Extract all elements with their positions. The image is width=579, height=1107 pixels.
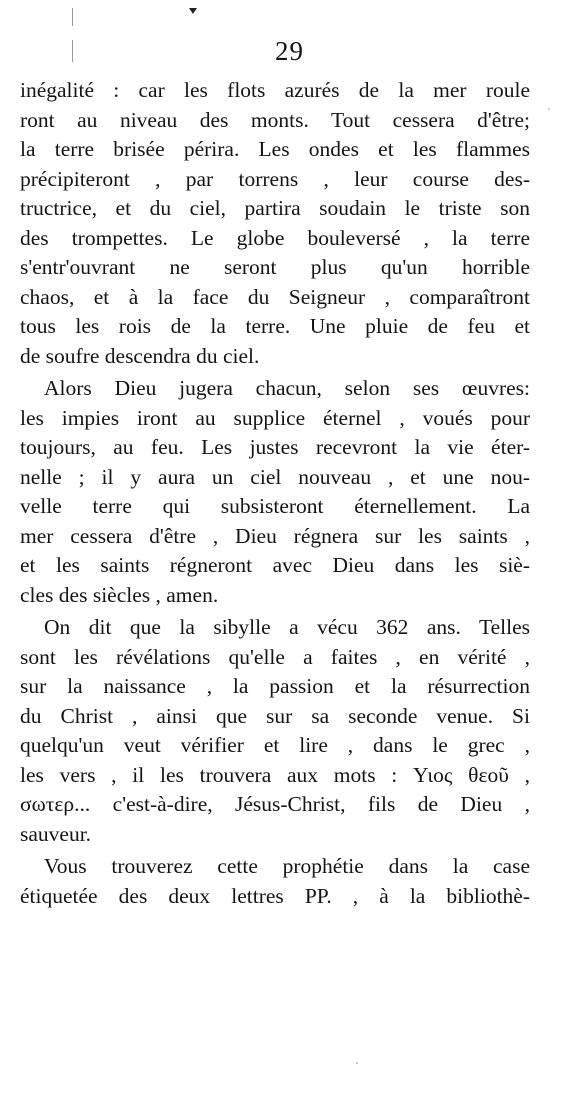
text-line: nelle ; il y aura un ciel nouveau , et une nou- [20, 464, 530, 489]
paper-speck [548, 108, 550, 110]
text-line: précipiteront , par torrens , leur course des- [20, 166, 530, 191]
text-line: inégalité : car les flots azurés de la mer roule [20, 78, 530, 102]
text-line: velle terre qui subsisteront éternellement. La [20, 494, 530, 518]
text-line: cles des siècles , amen. [20, 582, 219, 607]
paper-speck [356, 1062, 358, 1064]
text-line: tructrice, et du ciel, partira soudain le triste son [20, 196, 530, 220]
text-line: la terre brisée périra. Les ondes et les flammes [20, 137, 530, 161]
binding-tick [72, 8, 73, 26]
page-number: 29 [275, 36, 304, 66]
text-line: Alors Dieu jugera chacun, selon ses œuvres: [44, 376, 530, 400]
text-line: tous les rois de la terre. Une pluie de feu et [20, 314, 530, 338]
text-line: les impies iront au supplice éternel , voués pour [20, 405, 530, 430]
text-line: sauveur. [20, 821, 92, 846]
text-line: toujours, au feu. Les justes recevront la vie éter- [20, 435, 530, 459]
text-line: quelqu'un veut vérifier et lire , dans le grec , [20, 733, 530, 757]
text-line: s'entr'ouvrant ne seront plus qu'un horrible [20, 255, 530, 279]
text-line: σωτερ... c'est-à-dire, Jésus-Christ, fils de Dieu , [20, 792, 530, 816]
text-line: les vers , il les trouvera aux mots : Υιος θεοῦ , [20, 762, 530, 787]
text-line: du Christ , ainsi que sur sa seconde venue. Si [20, 703, 530, 728]
text-line: étiquetée des deux lettres PP. , à la bibliothè- [20, 883, 530, 908]
text-line: sur la naissance , la passion et la résurrection [20, 674, 530, 698]
text-line: ront au niveau des monts. Tout cessera d'être; [20, 107, 530, 132]
text-line: des trompettes. Le globe bouleversé , la terre [20, 225, 530, 250]
page-top-mark [189, 8, 197, 14]
text-line: de soufre descendra du ciel. [20, 343, 260, 368]
text-line: mer cessera d'être , Dieu régnera sur les saints , [20, 523, 530, 548]
text-line: sont les révélations qu'elle a faites , en vérité , [20, 644, 530, 669]
text-line: On dit que la sibylle a vécu 362 ans. Telles [44, 615, 530, 639]
text-line: et les saints régneront avec Dieu dans les siè- [20, 553, 530, 577]
body-text [20, 76, 530, 911]
text-line: Vous trouverez cette prophétie dans la case [44, 854, 530, 878]
text-line: chaos, et à la face du Seigneur , comparaîtront [20, 284, 530, 309]
